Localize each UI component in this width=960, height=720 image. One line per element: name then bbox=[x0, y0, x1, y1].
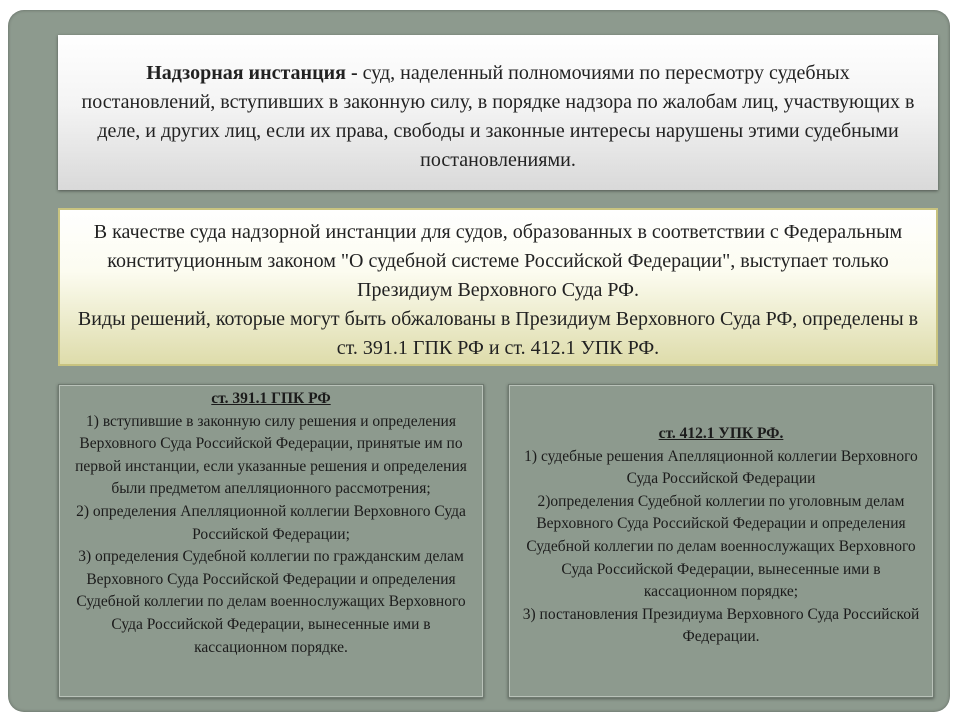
definition-box bbox=[58, 35, 938, 190]
definition-term: Надзорная инстанция - bbox=[146, 62, 358, 84]
gpk-item-3: 3) определения Судебной коллегии по гражданским делам Верховного Суда Российской Федерации и определения Судебной коллегии по делам военнослужащих Верховного Суда Российской Федерации, вынесенные ими в кассационном порядке. bbox=[76, 548, 466, 656]
presidium-paragraph-1: В качестве суда надзорной инстанции для судов, образованных в соответствии с Федеральным конституционным законом "О судебной системе Российской Федерации", выступает только Президиум Верховного Суда РФ. bbox=[93, 221, 903, 301]
presidium-paragraph-2: Виды решений, которые могут быть обжалованы в Президиум Верховного Суда РФ, определены в ст. 391.1 ГПК РФ и ст. 412.1 УПК РФ. bbox=[77, 308, 919, 359]
gpk-item-1: 1) вступившие в законную силу решения и определения Верховного Суда Российской Федерации, принятые им по первой инстанции, если указанные решения и определения были предметом апелляционного рассмотрения; bbox=[75, 412, 467, 498]
definition-text: суд, наделенный полномочиями по пересмотру судебных постановлений, вступивших в законную силу, в порядке надзора по жалобам лиц, участвующих в деле, и других лиц, если их права, свободы и законные интересы нарушены этими судебными постановлениями. bbox=[81, 62, 915, 171]
gpk-article-box bbox=[58, 384, 484, 698]
gpk-article-title: ст. 391.1 ГПК РФ bbox=[211, 390, 331, 407]
presidium-box bbox=[58, 208, 938, 366]
upk-article-title: ст. 412.1 УПК РФ. bbox=[658, 425, 784, 442]
slide bbox=[8, 10, 950, 712]
upk-item-1: 1) судебные решения Апелляционной коллегии Верховного Суда Российской Федерации bbox=[524, 447, 918, 488]
upk-item-3: 3) постановления Президиума Верховного Суда Российской Федерации. bbox=[522, 605, 920, 646]
upk-item-2: 2)определения Судебной коллегии по уголовным делам Верховного Суда Российской Федерации и определения Судебной коллегии по делам военнослужащих Верховного Суда Российской Федерации, вынесенные ими в кассационном порядке; bbox=[526, 492, 916, 601]
gpk-item-2: 2) определения Апелляционной коллегии Верховного Суда Российской Федерации; bbox=[76, 502, 466, 543]
upk-article-box bbox=[508, 384, 934, 698]
